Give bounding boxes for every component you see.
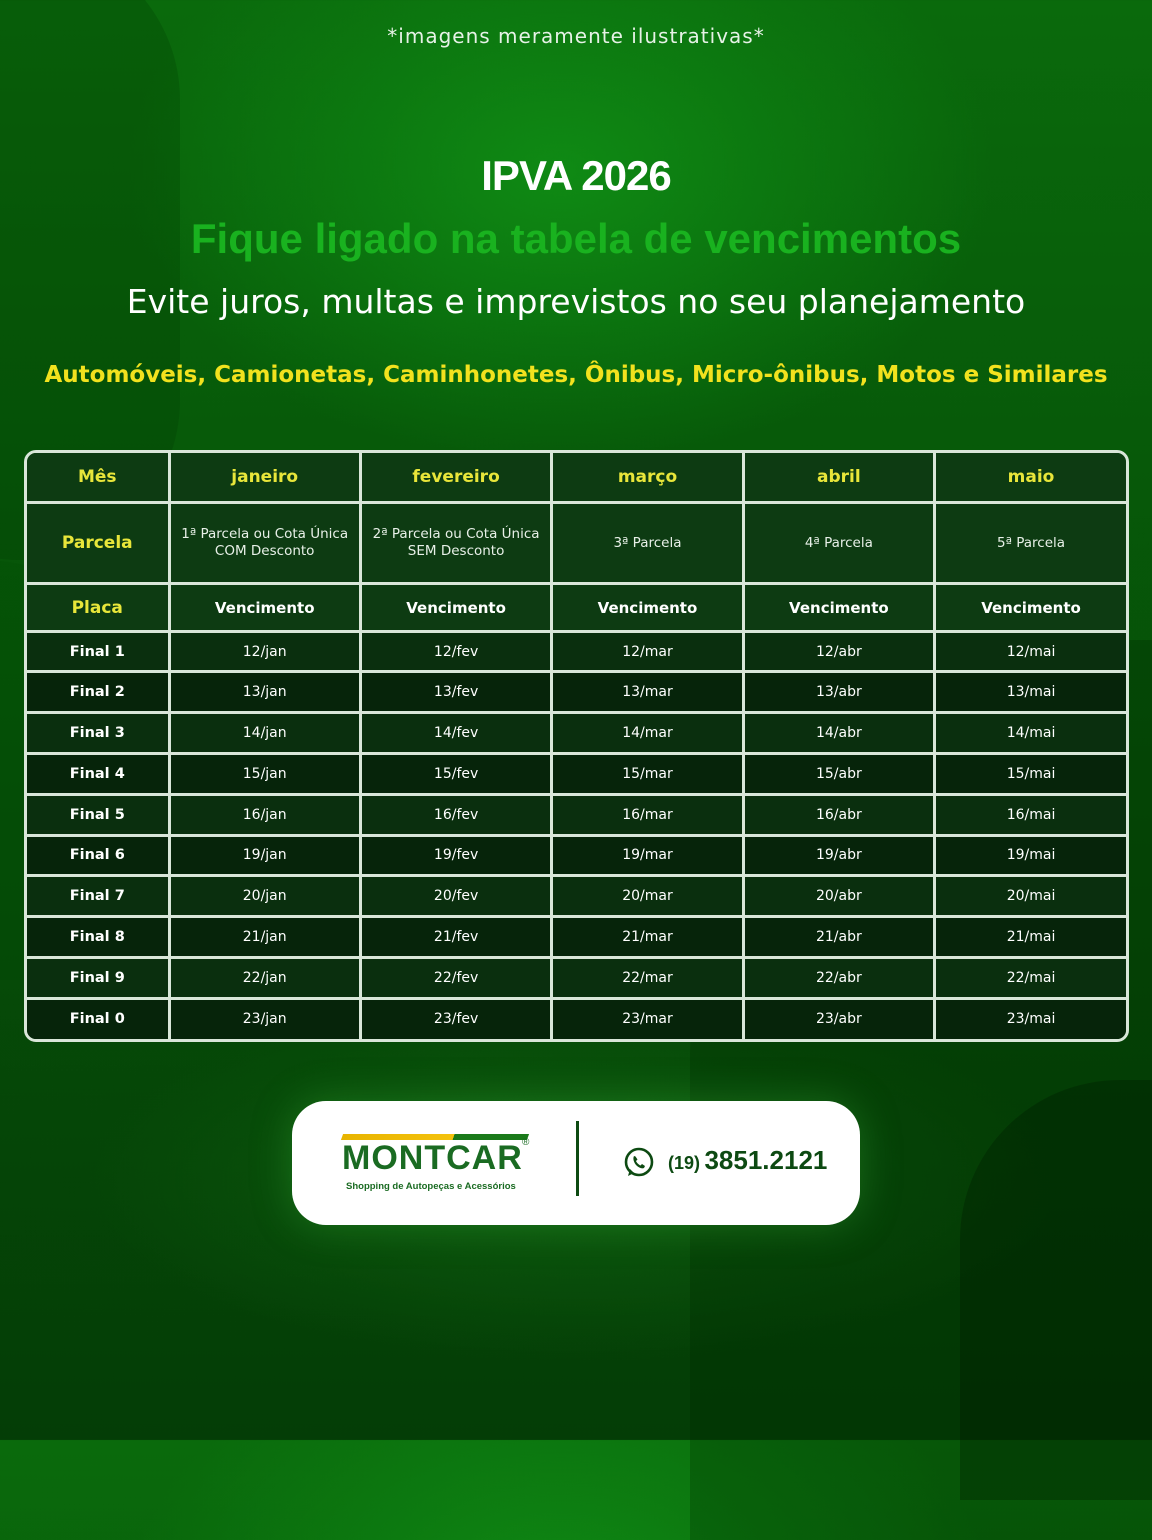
due-date-cell: 13/fev <box>360 672 551 713</box>
due-date-cell: 13/mai <box>935 672 1126 713</box>
placa-cell: Final 7 <box>27 876 169 917</box>
montcar-logo <box>342 1131 532 1201</box>
due-date-cell: 16/jan <box>169 794 360 835</box>
phone-area-code: (19) <box>668 1153 701 1173</box>
parcela-line: SEM Desconto <box>407 543 505 560</box>
vencimento-header: Vencimento <box>552 584 743 631</box>
table-row <box>27 794 1126 835</box>
placa-header-row <box>27 584 1126 631</box>
due-date-cell: 21/mar <box>552 917 743 958</box>
due-dates-table <box>24 450 1129 1042</box>
placa-cell: Final 6 <box>27 835 169 876</box>
month-label: Mês <box>27 453 169 502</box>
due-date-cell: 12/abr <box>743 631 934 672</box>
table-row <box>27 917 1126 958</box>
placa-cell: Final 9 <box>27 957 169 998</box>
due-date-cell: 14/jan <box>169 713 360 754</box>
parcela-line: 5ª Parcela <box>997 534 1066 551</box>
due-date-cell: 22/jan <box>169 957 360 998</box>
placa-cell: Final 4 <box>27 753 169 794</box>
due-date-cell: 20/mai <box>935 876 1126 917</box>
due-date-cell: 23/mar <box>552 998 743 1039</box>
due-date-cell: 13/mar <box>552 672 743 713</box>
due-date-cell: 20/mar <box>552 876 743 917</box>
parcela-cell <box>743 502 934 584</box>
vencimento-header: Vencimento <box>935 584 1126 631</box>
due-date-cell: 14/abr <box>743 713 934 754</box>
placa-cell: Final 1 <box>27 631 169 672</box>
due-date-cell: 23/mai <box>935 998 1126 1039</box>
due-date-cell: 14/mai <box>935 713 1126 754</box>
divider <box>576 1121 579 1196</box>
placa-cell: Final 0 <box>27 998 169 1039</box>
parcela-line: 3ª Parcela <box>613 534 682 551</box>
due-date-cell: 16/mai <box>935 794 1126 835</box>
placa-cell: Final 3 <box>27 713 169 754</box>
parcela-row <box>27 502 1126 584</box>
vencimento-header: Vencimento <box>169 584 360 631</box>
disclaimer-text: *imagens meramente ilustrativas* <box>387 24 765 48</box>
registered-mark: ® <box>522 1137 530 1148</box>
table-row <box>27 672 1126 713</box>
due-date-cell: 20/fev <box>360 876 551 917</box>
due-date-cell: 21/mai <box>935 917 1126 958</box>
footer-card <box>292 1101 860 1225</box>
table-row <box>27 753 1126 794</box>
due-date-cell: 14/mar <box>552 713 743 754</box>
parcela-cell <box>169 502 360 584</box>
due-date-cell: 15/mar <box>552 753 743 794</box>
due-date-cell: 12/jan <box>169 631 360 672</box>
parcela-line: 2ª Parcela ou Cota Única <box>372 526 540 543</box>
brand-name: MONTCAR <box>342 1139 523 1177</box>
parcela-line: COM Desconto <box>214 543 315 560</box>
due-date-cell: 16/mar <box>552 794 743 835</box>
due-date-cell: 13/jan <box>169 672 360 713</box>
table-row <box>27 631 1126 672</box>
page-title: IPVA 2026 <box>481 152 671 199</box>
due-date-cell: 21/jan <box>169 917 360 958</box>
phone-number[interactable] <box>668 1145 827 1176</box>
month-header: abril <box>743 453 934 502</box>
table-header-row <box>27 453 1126 502</box>
due-date-cell: 15/fev <box>360 753 551 794</box>
due-date-cell: 20/jan <box>169 876 360 917</box>
due-date-cell: 13/abr <box>743 672 934 713</box>
due-date-cell: 22/abr <box>743 957 934 998</box>
due-date-cell: 14/fev <box>360 713 551 754</box>
due-date-cell: 22/mar <box>552 957 743 998</box>
table-row <box>27 835 1126 876</box>
vehicle-types: Automóveis, Camionetas, Caminhonetes, Ônibus, Micro-ônibus, Motos e Similares <box>44 362 1108 388</box>
parcela-cell <box>552 502 743 584</box>
due-date-cell: 12/mar <box>552 631 743 672</box>
vencimento-header: Vencimento <box>360 584 551 631</box>
table-row <box>27 713 1126 754</box>
vencimento-header: Vencimento <box>743 584 934 631</box>
parcela-line: 4ª Parcela <box>804 534 873 551</box>
phone-digits: 3851.2121 <box>704 1145 828 1175</box>
due-date-cell: 19/jan <box>169 835 360 876</box>
due-date-cell: 19/mai <box>935 835 1126 876</box>
parcela-cell <box>360 502 551 584</box>
due-date-cell: 16/fev <box>360 794 551 835</box>
month-header: fevereiro <box>360 453 551 502</box>
due-date-cell: 16/abr <box>743 794 934 835</box>
due-date-cell: 19/mar <box>552 835 743 876</box>
due-date-cell: 23/abr <box>743 998 934 1039</box>
due-date-cell: 19/fev <box>360 835 551 876</box>
page-subtitle: Fique ligado na tabela de vencimentos <box>190 215 962 262</box>
parcela-line: 1ª Parcela ou Cota Única <box>181 526 349 543</box>
month-header: janeiro <box>169 453 360 502</box>
placa-cell: Final 2 <box>27 672 169 713</box>
table-row <box>27 957 1126 998</box>
due-date-cell: 23/jan <box>169 998 360 1039</box>
whatsapp-icon <box>622 1146 656 1180</box>
parcela-cell <box>935 502 1126 584</box>
due-date-cell: 15/jan <box>169 753 360 794</box>
due-date-cell: 23/fev <box>360 998 551 1039</box>
due-date-cell: 19/abr <box>743 835 934 876</box>
due-date-cell: 20/abr <box>743 876 934 917</box>
due-date-cell: 15/abr <box>743 753 934 794</box>
month-header: março <box>552 453 743 502</box>
due-date-cell: 22/mai <box>935 957 1126 998</box>
due-date-cell: 15/mai <box>935 753 1126 794</box>
due-date-cell: 21/abr <box>743 917 934 958</box>
table-row <box>27 876 1126 917</box>
placa-cell: Final 5 <box>27 794 169 835</box>
placa-cell: Final 8 <box>27 917 169 958</box>
parcela-label: Parcela <box>27 502 169 584</box>
due-date-cell: 12/mai <box>935 631 1126 672</box>
month-header: maio <box>935 453 1126 502</box>
tagline: Evite juros, multas e imprevistos no seu planejamento <box>126 282 1026 321</box>
due-date-cell: 21/fev <box>360 917 551 958</box>
due-date-cell: 12/fev <box>360 631 551 672</box>
placa-label: Placa <box>27 584 169 631</box>
brand-tagline: Shopping de Autopeças e Acessórios <box>346 1181 516 1192</box>
table-row <box>27 998 1126 1039</box>
due-date-cell: 22/fev <box>360 957 551 998</box>
